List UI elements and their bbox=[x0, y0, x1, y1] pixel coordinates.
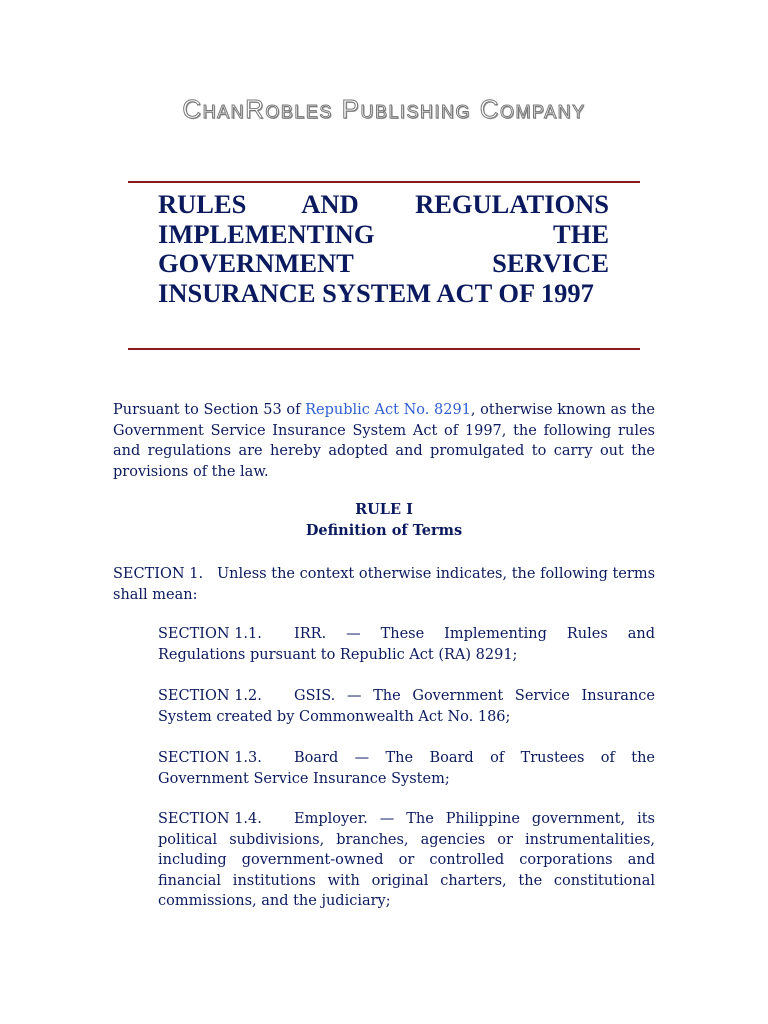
section-1-3-paragraph bbox=[158, 748, 655, 789]
rule-title: Definition of Terms bbox=[305, 521, 463, 539]
document-title: RULES AND REGULATIONS IMPLEMENTING THE GOVERNMENT SERVICE INSURANCE SYSTEM ACT OF 1997 bbox=[158, 189, 609, 308]
rule-heading bbox=[0, 500, 768, 541]
intro-text-before: Pursuant to Section 53 of bbox=[113, 402, 306, 418]
section-1-2-text: GSIS. — The Government Service Insurance System created by Commonwealth Act No. 186; bbox=[158, 688, 655, 725]
intro-paragraph bbox=[113, 400, 655, 482]
title-top-divider bbox=[128, 181, 640, 183]
section-1-1-paragraph bbox=[158, 624, 655, 665]
section-1-4-paragraph bbox=[158, 809, 655, 912]
section-1-2-label: SECTION 1.2. bbox=[158, 688, 262, 704]
intro-text-after: , otherwise known as the Government Service Insurance System Act of 1997, the following rules and regulations are hereby adopted and promulgated to carry out the provisions of the law. bbox=[113, 402, 655, 480]
title-bottom-divider bbox=[128, 348, 640, 350]
section-1-1-label: SECTION 1.1. bbox=[158, 626, 262, 642]
section-1-2-paragraph bbox=[158, 686, 655, 727]
section-1-4-label: SECTION 1.4. bbox=[158, 811, 262, 827]
section-1-3-label: SECTION 1.3. bbox=[158, 750, 262, 766]
section-1-1-text: IRR. — These Implementing Rules and Regulations pursuant to Republic Act (RA) 8291; bbox=[158, 626, 655, 663]
publisher-header: ChanRobles Publishing Company bbox=[182, 94, 586, 124]
rule-number: RULE I bbox=[355, 501, 413, 518]
section-1-text: Unless the context otherwise indicates, the following terms shall mean: bbox=[113, 566, 656, 603]
section-1-paragraph bbox=[113, 564, 655, 605]
republic-act-link[interactable]: Republic Act No. 8291 bbox=[305, 402, 471, 418]
section-1-label: SECTION 1. bbox=[113, 566, 204, 582]
section-1-4-text: Employer. — The Philippine government, its political subdivisions, branches, agencies or instrumentalities, including government-owned or controlled corporations and financial institutions with original charters, the constitutional commissions, and the judiciary; bbox=[158, 811, 655, 909]
section-1-3-text: Board — The Board of Trustees of the Government Service Insurance System; bbox=[158, 750, 655, 787]
